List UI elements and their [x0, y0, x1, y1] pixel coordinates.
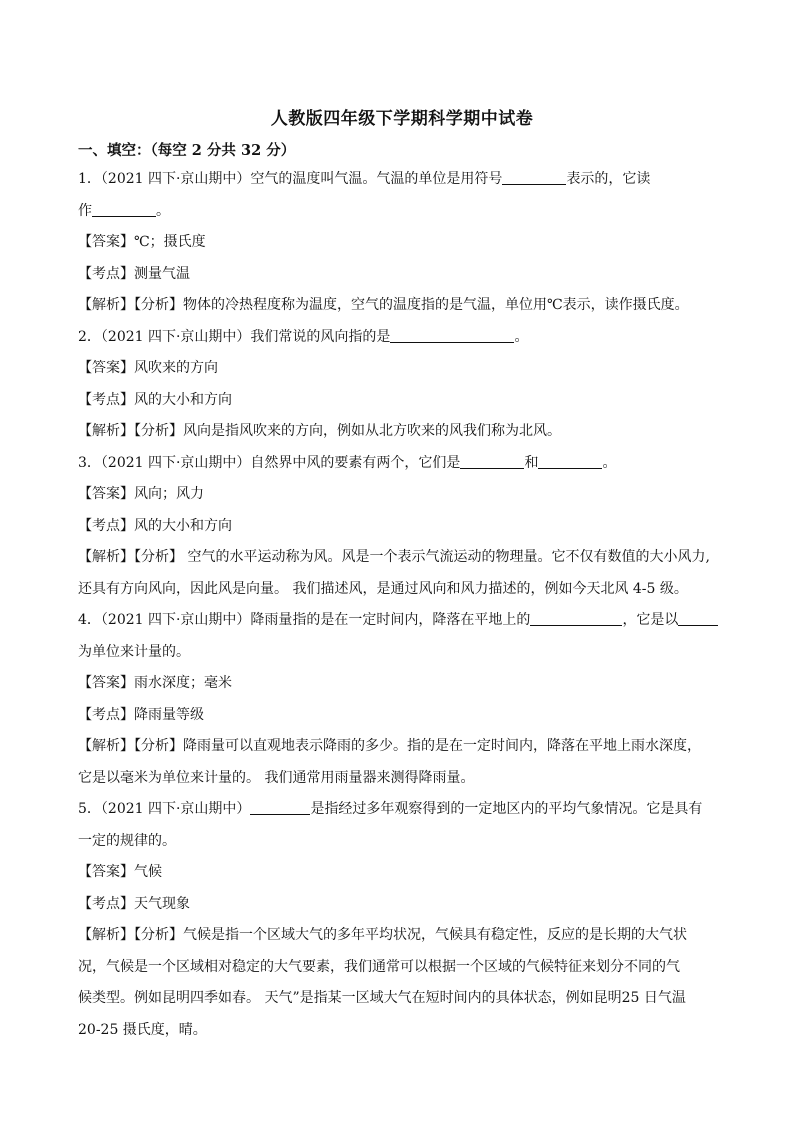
answer-blank [390, 327, 514, 343]
key-point-line: 【考点】风的大小和方向 [78, 391, 232, 408]
question-3-line-1: 3．（2021 四下·京山期中）自然界中风的要素有两个，它们是 和 。 [78, 454, 617, 471]
question-4-line-2: 为单位来计量的。 [78, 643, 190, 660]
question-1-line-1: 1．（2021 四下·京山期中）空气的温度叫气温。气温的单位是用符号 表示的，它读 [78, 171, 651, 187]
key-point-line: 【考点】天气现象 [78, 895, 190, 912]
answer-blank [92, 201, 156, 217]
analysis-line-continued: 候类型。例如昆明四季如春。 天气”是指某一区域大气在短时间内的具体状态，例如昆明25 日气温 [78, 990, 686, 1006]
answer-blank [460, 453, 524, 469]
analysis-line: 【解析】【分析】气候是指一个区域大气的多年平均状况，气候具有稳定性，反应的是长期的大气状 [78, 927, 687, 943]
section-heading: 一、填空：（每空 2 分共 32 分） [78, 142, 296, 159]
answer-blank [502, 169, 566, 185]
analysis-line-continued: 20-25 摄氏度，晴。 [78, 1021, 207, 1038]
analysis-line-continued: 它是以毫米为单位来计量的。 我们通常用雨量器来测得降雨量。 [78, 769, 475, 786]
analysis-line: 【解析】【分析】物体的冷热程度称为温度，空气的温度指的是气温，单位用℃表示，读作摄氏度。 [78, 297, 689, 313]
key-point-line: 【考点】风的大小和方向 [78, 517, 232, 534]
analysis-line-continued: 还具有方向风向，因此风是向量。 我们描述风，是通过风向和风力描述的，例如今天北风 4-5 级。 [78, 580, 688, 597]
key-point-line: 【考点】降雨量等级 [78, 706, 204, 723]
answer-blank [530, 610, 622, 626]
answer-line: 【答案】风向；风力 [78, 486, 204, 502]
analysis-line: 【解析】【分析】降雨量可以直观地表示降雨的多少。指的是在一定时间内，降落在平地上雨水深度， [78, 738, 701, 754]
key-point-line: 【考点】测量气温 [78, 265, 190, 282]
question-5-line-1: 5．（2021 四下·京山期中） 是指经过多年观察得到的一定地区内的平均气象情况。它是具有 [78, 801, 703, 817]
answer-line: 【答案】风吹来的方向 [78, 360, 218, 376]
question-5-line-2: 一定的规律的。 [78, 832, 176, 849]
answer-line: 【答案】℃；摄氏度 [78, 234, 206, 250]
question-4-line-1: 4．（2021 四下·京山期中）降雨量指的是在一定时间内，降落在平地上的 ，它是以 [78, 605, 726, 637]
question-2-line-1: 2．（2021 四下·京山期中）我们常说的风向指的是 。 [78, 328, 529, 345]
answer-blank [250, 799, 310, 815]
analysis-line: 【解析】【分析】 空气的水平运动称为风。风是一个表示气流运动的物理量。它不仅有数值的大小风力, [78, 549, 710, 565]
analysis-line: 【解析】【分析】风向是指风吹来的方向，例如从北方吹来的风我们称为北风。 [78, 423, 561, 439]
answer-blank [678, 610, 718, 626]
answer-blank [538, 453, 602, 469]
question-1-line-2: 作 。 [78, 202, 170, 219]
analysis-line-continued: 况，气候是一个区域相对稳定的大气要素，我们通常可以根据一个区域的气候特征来划分不同的气 [78, 958, 680, 975]
answer-line: 【答案】气候 [78, 864, 162, 880]
page-title: 人教版四年级下学期科学期中试卷 [270, 109, 534, 129]
answer-line: 【答案】雨水深度；毫米 [78, 675, 232, 691]
